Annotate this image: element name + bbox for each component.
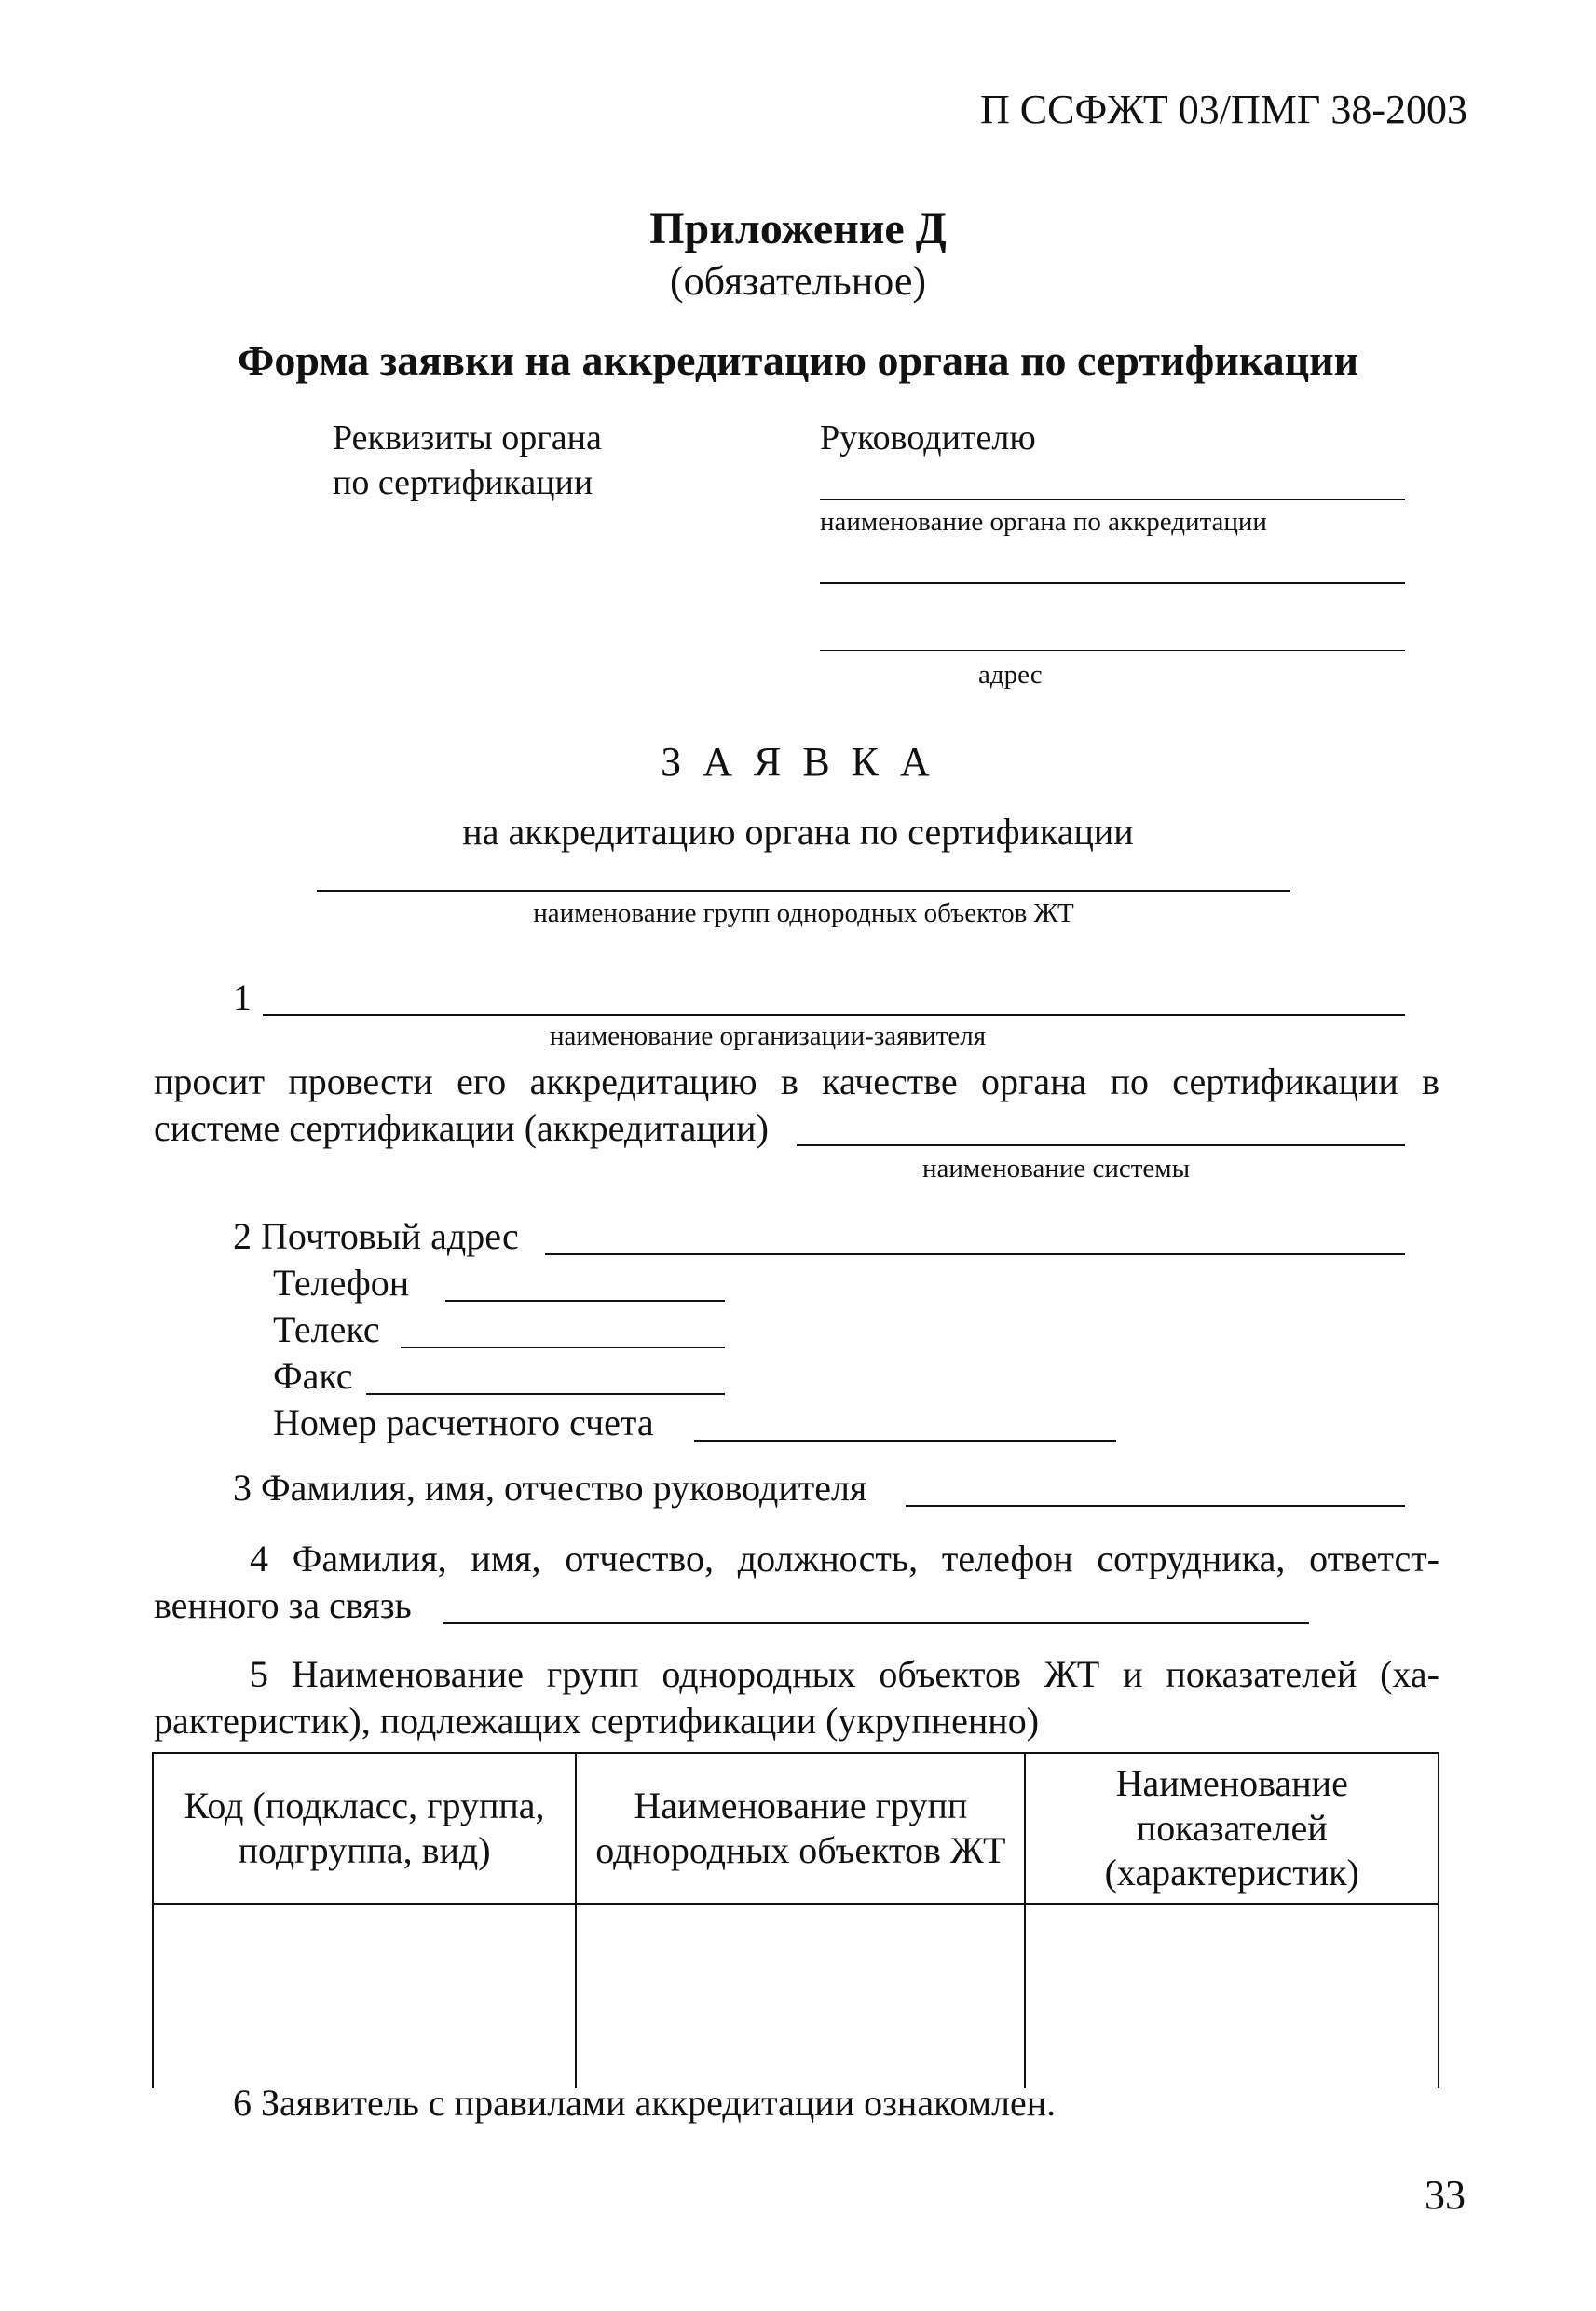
page-number: 33: [1425, 2172, 1466, 2218]
org-name-hint: наименование органа по аккредитации: [820, 507, 1267, 537]
item1-text-line1: просит провести его аккредитацию в качестве органа по сертификации в: [154, 1060, 1439, 1102]
table-cell-group-name[interactable]: [576, 1904, 1025, 2088]
appendix-title: Приложение Д: [649, 204, 947, 253]
table-header-row: [153, 1753, 1439, 1904]
document-code: П ССФЖТ 03/ПМГ 38-2003: [980, 87, 1467, 132]
table-cell-code[interactable]: [153, 1904, 576, 2088]
address-field-line[interactable]: [820, 650, 1405, 651]
account-number-field-line[interactable]: [694, 1440, 1116, 1442]
phone-field-line[interactable]: [445, 1300, 725, 1302]
account-number-label: Номер расчетного счета: [273, 1402, 654, 1443]
application-title: З А Я В К А: [661, 739, 935, 785]
requisites-label-line2: по сертификации: [333, 463, 593, 502]
form-title: Форма заявки на аккредитацию органа по сертификации: [237, 336, 1359, 384]
applicant-org-field-line[interactable]: [263, 1014, 1405, 1016]
object-groups-field-line[interactable]: [317, 890, 1290, 892]
system-name-field-line[interactable]: [797, 1144, 1405, 1146]
applicant-org-hint: наименование организации-заявителя: [550, 1021, 987, 1051]
system-name-hint: наименование системы: [922, 1154, 1191, 1183]
requisites-label-line1: Реквизиты органа: [333, 418, 602, 458]
address-hint: адрес: [978, 660, 1043, 690]
addressee-title: Руководителю: [820, 418, 1036, 458]
table-header-code: Код (подкласс, группа, подгруппа, вид): [153, 1753, 576, 1904]
item5-text-line1: 5 Наименование групп однородных объектов ЖТ и показателей (ха-: [250, 1653, 1439, 1695]
object-groups-hint: наименование групп однородных объектов ЖТ: [533, 898, 1074, 928]
appendix-subtitle: (обязательное): [670, 258, 926, 304]
telex-field-line[interactable]: [401, 1347, 725, 1348]
item1-text-line2: системе сертификации (аккредитации): [154, 1107, 769, 1149]
item1-number: 1: [233, 977, 252, 1019]
item5-text-line2: рактеристик), подлежащих сертификации (укрупненно): [154, 1700, 1040, 1742]
org-name-field-line-2[interactable]: [820, 582, 1405, 584]
item4-text-line2: венного за связь: [154, 1584, 412, 1626]
item4-text-line1: 4 Фамилия, имя, отчество, должность, телефон сотрудника, ответст-: [250, 1538, 1439, 1579]
fax-label: Факс: [273, 1355, 353, 1397]
head-name-label: 3 Фамилия, имя, отчество руководителя: [233, 1467, 867, 1509]
fax-field-line[interactable]: [366, 1393, 725, 1395]
table-row: [153, 1904, 1439, 2088]
application-subtitle: на аккредитацию органа по сертификации: [462, 811, 1134, 853]
org-name-field-line[interactable]: [820, 499, 1405, 500]
object-groups-table: [152, 1752, 1439, 2088]
contact-person-field-line[interactable]: [443, 1622, 1309, 1624]
telex-label: Телекс: [273, 1308, 380, 1350]
table-header-indicators: Наименование показателей (характеристик): [1025, 1753, 1439, 1904]
head-name-field-line[interactable]: [906, 1505, 1405, 1507]
table-header-group-name: Наименование групп однородных объектов ЖТ: [576, 1753, 1025, 1904]
item6-text: 6 Заявитель с правилами аккредитации ознакомлен.: [233, 2082, 1057, 2124]
postal-address-label: 2 Почтовый адрес: [233, 1215, 519, 1257]
postal-address-field-line[interactable]: [545, 1253, 1405, 1255]
phone-label: Телефон: [273, 1262, 410, 1304]
table-cell-indicators[interactable]: [1025, 1904, 1439, 2088]
